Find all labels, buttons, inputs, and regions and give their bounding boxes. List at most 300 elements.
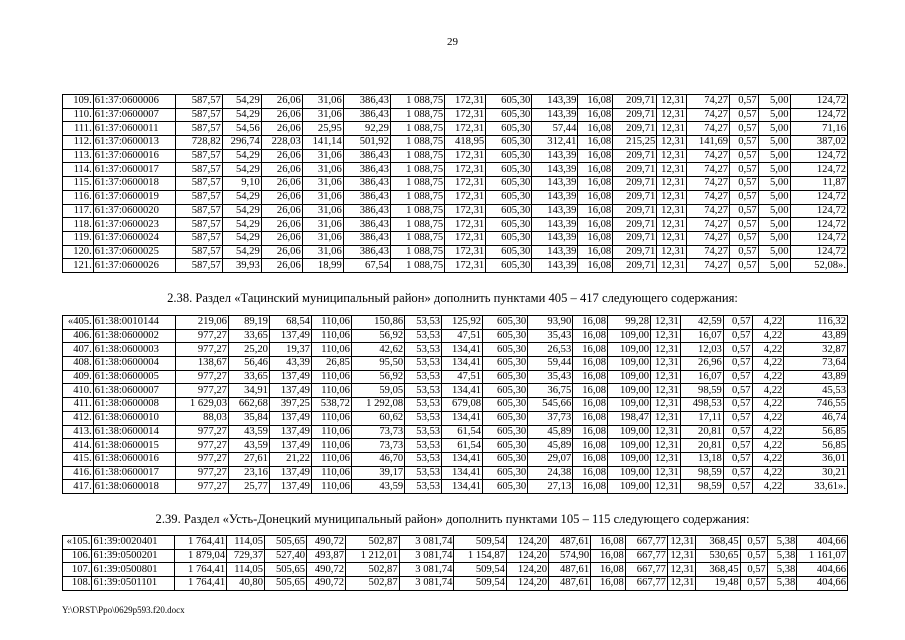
table-row — [63, 439, 848, 453]
value-cell: 124,72 — [790, 163, 848, 177]
cadastral-code-cell: 61:37:0600024 — [93, 231, 175, 245]
value-cell: 502,87 — [346, 536, 400, 550]
value-cell: 137,49 — [269, 466, 311, 480]
value-cell: 605,30 — [486, 177, 532, 191]
value-cell: 16,08 — [573, 343, 608, 357]
value-cell: 12,31 — [657, 177, 687, 191]
value-cell: 296,74 — [222, 136, 261, 150]
value-cell: 124,20 — [506, 563, 548, 577]
value-cell: 0,57 — [740, 563, 767, 577]
value-cell: 386,43 — [343, 231, 390, 245]
value-cell: 137,49 — [269, 329, 311, 343]
value-cell: 12,31 — [657, 218, 687, 232]
value-cell: 54,29 — [222, 204, 261, 218]
value-cell: 98,59 — [680, 480, 723, 494]
value-cell: 16,08 — [591, 549, 626, 563]
value-cell: 587,57 — [175, 245, 222, 259]
value-cell: 404,66 — [797, 563, 848, 577]
value-cell: 27,61 — [228, 452, 269, 466]
value-cell: 19,48 — [696, 577, 740, 591]
value-cell: 1 088,75 — [390, 218, 444, 232]
value-cell: 5,00 — [758, 163, 790, 177]
row-number-cell: 415. — [63, 452, 94, 466]
table-row — [63, 425, 848, 439]
value-cell: 5,00 — [758, 95, 790, 109]
value-cell: 5,00 — [758, 136, 790, 150]
value-cell: 134,41 — [442, 357, 483, 371]
value-cell: 114,05 — [227, 536, 265, 550]
value-cell: 98,59 — [680, 384, 723, 398]
row-number-cell: 113. — [63, 149, 94, 163]
value-cell: 56,85 — [784, 439, 848, 453]
value-cell: 0,57 — [723, 452, 752, 466]
value-cell: 59,44 — [528, 357, 573, 371]
value-cell: 16,08 — [578, 259, 613, 273]
value-cell: 0,57 — [723, 411, 752, 425]
value-cell: 605,30 — [483, 425, 528, 439]
section-2-39-heading: 2.39. Раздел «Усть-Донецкий муниципальный район» дополнить пунктами 105 – 115 следующего содержания: — [155, 512, 750, 526]
value-cell: 5,38 — [767, 577, 796, 591]
value-cell: 977,27 — [175, 343, 228, 357]
value-cell: 587,57 — [175, 122, 222, 136]
value-cell: 538,72 — [311, 398, 351, 412]
table-row — [63, 177, 848, 191]
value-cell: 605,30 — [486, 108, 532, 122]
value-cell: 43,89 — [784, 370, 848, 384]
value-cell: 53,53 — [405, 357, 442, 371]
value-cell: 0,57 — [730, 163, 759, 177]
value-cell: 1 088,75 — [390, 149, 444, 163]
value-cell: 667,77 — [625, 549, 667, 563]
row-number-cell: 121. — [63, 259, 94, 273]
value-cell: 605,30 — [483, 329, 528, 343]
value-cell: 124,20 — [506, 577, 548, 591]
value-cell: 54,29 — [222, 163, 261, 177]
row-number-cell: 108. — [63, 577, 92, 591]
value-cell: 31,06 — [302, 231, 343, 245]
value-cell: 0,57 — [723, 370, 752, 384]
value-cell: 54,29 — [222, 218, 261, 232]
row-number-cell: 106. — [63, 549, 92, 563]
value-cell: 60,62 — [351, 411, 404, 425]
value-cell: 0,57 — [730, 149, 759, 163]
row-number-cell: 411. — [63, 398, 94, 412]
cadastral-code-cell: 61:38:0600003 — [93, 343, 175, 357]
value-cell: 16,08 — [573, 425, 608, 439]
value-cell: 1 088,75 — [390, 163, 444, 177]
value-cell: 5,00 — [758, 231, 790, 245]
cadastral-code-cell: 61:38:0600007 — [93, 384, 175, 398]
value-cell: 53,53 — [405, 452, 442, 466]
value-cell: 110,06 — [311, 480, 351, 494]
value-cell: 31,06 — [302, 108, 343, 122]
value-cell: 4,22 — [752, 343, 784, 357]
value-cell: 0,57 — [730, 95, 759, 109]
value-cell: 125,92 — [442, 316, 483, 330]
value-cell: 605,30 — [483, 357, 528, 371]
value-cell: 0,57 — [723, 357, 752, 371]
value-cell: 26,06 — [261, 122, 302, 136]
value-cell: 110,06 — [311, 411, 351, 425]
value-cell: 54,29 — [222, 149, 261, 163]
value-cell: 116,32 — [784, 316, 848, 330]
value-cell: 31,06 — [302, 149, 343, 163]
value-cell: 31,06 — [302, 163, 343, 177]
value-cell: 42,59 — [680, 316, 723, 330]
value-cell: 57,44 — [532, 122, 578, 136]
value-cell: 12,31 — [651, 452, 681, 466]
value-cell: 12,31 — [651, 316, 681, 330]
value-cell: 109,00 — [608, 384, 651, 398]
value-cell: 53,53 — [405, 425, 442, 439]
table-row — [63, 370, 848, 384]
value-cell: 746,55 — [784, 398, 848, 412]
cadastral-code-cell: 61:37:0600020 — [93, 204, 175, 218]
value-cell: 490,72 — [307, 563, 346, 577]
value-cell: 73,73 — [351, 439, 404, 453]
value-cell: 137,49 — [269, 384, 311, 398]
value-cell: 1 764,41 — [174, 577, 227, 591]
value-cell: 54,29 — [222, 245, 261, 259]
value-cell: 35,43 — [528, 370, 573, 384]
value-cell: 74,27 — [687, 149, 730, 163]
table-row — [63, 384, 848, 398]
value-cell: 505,65 — [265, 577, 307, 591]
value-cell: 172,31 — [445, 122, 486, 136]
value-cell: 110,06 — [311, 384, 351, 398]
value-cell: 143,39 — [532, 190, 578, 204]
value-cell: 134,41 — [442, 452, 483, 466]
value-cell: 493,87 — [307, 549, 346, 563]
value-cell: 124,72 — [790, 218, 848, 232]
value-cell: 124,72 — [790, 95, 848, 109]
value-cell: 53,53 — [405, 316, 442, 330]
row-number-cell: 412. — [63, 411, 94, 425]
cadastral-code-cell: 61:38:0600010 — [93, 411, 175, 425]
value-cell: 109,00 — [608, 452, 651, 466]
value-cell: 74,27 — [687, 108, 730, 122]
value-cell: 143,39 — [532, 108, 578, 122]
value-cell: 143,39 — [532, 177, 578, 191]
value-cell: 4,22 — [752, 425, 784, 439]
value-cell: 605,30 — [483, 398, 528, 412]
value-cell: 37,73 — [528, 411, 573, 425]
value-cell: 490,72 — [307, 577, 346, 591]
value-cell: 143,39 — [532, 163, 578, 177]
value-cell: 12,31 — [657, 149, 687, 163]
value-cell: 16,08 — [573, 439, 608, 453]
value-cell: 172,31 — [445, 204, 486, 218]
value-cell: 98,59 — [680, 466, 723, 480]
value-cell: 1 212,01 — [346, 549, 400, 563]
value-cell: 0,57 — [730, 177, 759, 191]
value-cell: 47,51 — [442, 370, 483, 384]
value-cell: 605,30 — [483, 316, 528, 330]
value-cell: 215,25 — [613, 136, 657, 150]
value-cell: 12,03 — [680, 343, 723, 357]
value-cell: 667,77 — [625, 536, 667, 550]
value-cell: 0,57 — [723, 480, 752, 494]
cadastral-code-cell: 61:38:0600017 — [93, 466, 175, 480]
cadastral-code-cell: 61:37:0600019 — [93, 190, 175, 204]
value-cell: 110,06 — [311, 343, 351, 357]
value-cell: 1 088,75 — [390, 95, 444, 109]
value-cell: 74,27 — [687, 259, 730, 273]
value-cell: 20,81 — [680, 439, 723, 453]
value-cell: 109,00 — [608, 343, 651, 357]
value-cell: 198,47 — [608, 411, 651, 425]
value-cell: 35,84 — [228, 411, 269, 425]
value-cell: 605,30 — [486, 95, 532, 109]
value-cell: 109,00 — [608, 480, 651, 494]
value-cell: 498,53 — [680, 398, 723, 412]
value-cell: 977,27 — [175, 439, 228, 453]
row-number-cell: 119. — [63, 231, 94, 245]
value-cell: 728,82 — [175, 136, 222, 150]
value-cell: 386,43 — [343, 204, 390, 218]
value-cell: 16,08 — [578, 190, 613, 204]
table-row — [63, 163, 848, 177]
value-cell: 16,08 — [573, 329, 608, 343]
value-cell: 110,06 — [311, 466, 351, 480]
cadastral-code-cell: 61:38:0600016 — [93, 452, 175, 466]
value-cell: 1 764,41 — [174, 563, 227, 577]
value-cell: 31,06 — [302, 95, 343, 109]
value-cell: 25,20 — [228, 343, 269, 357]
value-cell: 368,45 — [696, 536, 740, 550]
value-cell: 0,57 — [723, 316, 752, 330]
row-number-cell: 410. — [63, 384, 94, 398]
row-number-cell: 111. — [63, 122, 94, 136]
value-cell: 1 161,07 — [797, 549, 848, 563]
value-cell: 34,91 — [228, 384, 269, 398]
value-cell: 1 088,75 — [390, 108, 444, 122]
value-cell: 26,06 — [261, 245, 302, 259]
value-cell: 124,72 — [790, 245, 848, 259]
value-cell: 33,61». — [784, 480, 848, 494]
value-cell: 143,39 — [532, 204, 578, 218]
value-cell: 31,06 — [302, 245, 343, 259]
value-cell: 39,93 — [222, 259, 261, 273]
value-cell: 137,49 — [269, 411, 311, 425]
table-row — [63, 316, 848, 330]
value-cell: 52,08». — [790, 259, 848, 273]
cadastral-code-cell: 61:37:0600018 — [93, 177, 175, 191]
value-cell: 39,17 — [351, 466, 404, 480]
value-cell: 26,06 — [261, 149, 302, 163]
value-cell: 1 088,75 — [390, 259, 444, 273]
value-cell: 16,08 — [573, 398, 608, 412]
value-cell: 0,57 — [730, 245, 759, 259]
row-number-cell: 416. — [63, 466, 94, 480]
value-cell: 54,29 — [222, 108, 261, 122]
value-cell: 0,57 — [730, 259, 759, 273]
value-cell: 17,11 — [680, 411, 723, 425]
value-cell: 530,65 — [696, 549, 740, 563]
value-cell: 5,00 — [758, 190, 790, 204]
table-row — [63, 149, 848, 163]
value-cell: 74,27 — [687, 122, 730, 136]
value-cell: 109,00 — [608, 357, 651, 371]
value-cell: 0,57 — [730, 218, 759, 232]
value-cell: 23,16 — [228, 466, 269, 480]
value-cell: 54,29 — [222, 231, 261, 245]
footer-file-path: Y:\ORST\Ppo\0629p593.f20.docx — [62, 605, 185, 615]
table-row — [63, 204, 848, 218]
value-cell: 124,72 — [790, 190, 848, 204]
value-cell: 0,57 — [723, 384, 752, 398]
value-cell: 0,57 — [723, 466, 752, 480]
value-cell: 605,30 — [486, 149, 532, 163]
value-cell: 16,08 — [578, 95, 613, 109]
value-cell: 134,41 — [442, 480, 483, 494]
value-cell: 143,39 — [532, 231, 578, 245]
value-cell: 605,30 — [486, 204, 532, 218]
value-cell: 386,43 — [343, 245, 390, 259]
value-cell: 209,71 — [613, 245, 657, 259]
value-cell: 12,31 — [651, 398, 681, 412]
cadastral-code-cell: 61:38:0600014 — [93, 425, 175, 439]
value-cell: 18,99 — [302, 259, 343, 273]
value-cell: 667,77 — [625, 577, 667, 591]
value-cell: 53,53 — [405, 398, 442, 412]
value-cell: 12,31 — [657, 122, 687, 136]
value-cell: 19,37 — [269, 343, 311, 357]
value-cell: 16,08 — [578, 204, 613, 218]
value-cell: 4,22 — [752, 439, 784, 453]
row-number-cell: 407. — [63, 343, 94, 357]
value-cell: 662,68 — [228, 398, 269, 412]
value-cell: 0,57 — [730, 190, 759, 204]
cadastral-code-cell: 61:37:0600017 — [93, 163, 175, 177]
value-cell: 605,30 — [483, 343, 528, 357]
value-cell: 12,31 — [667, 563, 695, 577]
value-cell: 605,30 — [483, 370, 528, 384]
value-cell: 12,31 — [667, 577, 695, 591]
value-cell: 16,08 — [573, 411, 608, 425]
value-cell: 5,38 — [767, 536, 796, 550]
value-cell: 12,31 — [657, 231, 687, 245]
table-row — [63, 536, 848, 550]
row-number-cell: 118. — [63, 218, 94, 232]
value-cell: 124,20 — [506, 549, 548, 563]
value-cell: 209,71 — [613, 218, 657, 232]
value-cell: 16,08 — [573, 370, 608, 384]
value-cell: 487,61 — [549, 577, 591, 591]
value-cell: 172,31 — [445, 95, 486, 109]
value-cell: 12,31 — [657, 95, 687, 109]
value-cell: 12,31 — [657, 163, 687, 177]
value-cell: 729,37 — [227, 549, 265, 563]
value-cell: 68,54 — [269, 316, 311, 330]
value-cell: 587,57 — [175, 218, 222, 232]
row-number-cell: 414. — [63, 439, 94, 453]
value-cell: 505,65 — [265, 536, 307, 550]
cadastral-code-cell: 61:38:0600015 — [93, 439, 175, 453]
value-cell: 59,05 — [351, 384, 404, 398]
value-cell: 56,92 — [351, 329, 404, 343]
table-row — [63, 480, 848, 494]
value-cell: 26,06 — [261, 204, 302, 218]
value-cell: 16,08 — [578, 231, 613, 245]
value-cell: 33,65 — [228, 370, 269, 384]
value-cell: 1 088,75 — [390, 136, 444, 150]
value-cell: 16,08 — [578, 149, 613, 163]
cadastral-code-cell: 61:38:0600005 — [93, 370, 175, 384]
value-cell: 4,22 — [752, 398, 784, 412]
table-row — [63, 122, 848, 136]
value-cell: 0,57 — [723, 329, 752, 343]
value-cell: 53,53 — [405, 343, 442, 357]
value-cell: 53,53 — [405, 439, 442, 453]
value-cell: 109,00 — [608, 439, 651, 453]
value-cell: 404,66 — [797, 577, 848, 591]
value-cell: 3 081,74 — [399, 536, 454, 550]
value-cell: 605,30 — [486, 190, 532, 204]
row-number-cell: 408. — [63, 357, 94, 371]
value-cell: 12,31 — [651, 425, 681, 439]
value-cell: 16,08 — [578, 163, 613, 177]
value-cell: 4,22 — [752, 370, 784, 384]
value-cell: 12,31 — [651, 480, 681, 494]
value-cell: 109,00 — [608, 398, 651, 412]
table-row — [63, 411, 848, 425]
value-cell: 12,31 — [651, 329, 681, 343]
value-cell: 12,31 — [667, 549, 695, 563]
row-number-cell: 112. — [63, 136, 94, 150]
table-row — [63, 466, 848, 480]
value-cell: 4,22 — [752, 411, 784, 425]
page-number: 29 — [447, 36, 458, 48]
value-cell: 74,27 — [687, 190, 730, 204]
value-cell: 137,49 — [269, 370, 311, 384]
value-cell: 605,30 — [486, 218, 532, 232]
value-cell: 16,08 — [591, 563, 626, 577]
value-cell: 124,72 — [790, 231, 848, 245]
value-cell: 16,08 — [573, 316, 608, 330]
value-cell: 386,43 — [343, 218, 390, 232]
value-cell: 16,08 — [573, 466, 608, 480]
cadastral-code-cell: 61:37:0600025 — [93, 245, 175, 259]
value-cell: 172,31 — [445, 245, 486, 259]
value-cell: 0,57 — [723, 343, 752, 357]
value-cell: 124,20 — [506, 536, 548, 550]
value-cell: 43,59 — [351, 480, 404, 494]
value-cell: 45,53 — [784, 384, 848, 398]
value-cell: 5,00 — [758, 204, 790, 218]
value-cell: 27,13 — [528, 480, 573, 494]
value-cell: 312,41 — [532, 136, 578, 150]
cadastral-code-cell: 61:37:0600013 — [93, 136, 175, 150]
value-cell: 45,89 — [528, 425, 573, 439]
value-cell: 605,30 — [486, 245, 532, 259]
value-cell: 977,27 — [175, 384, 228, 398]
value-cell: 172,31 — [445, 163, 486, 177]
value-cell: 527,40 — [265, 549, 307, 563]
value-cell: 605,30 — [483, 452, 528, 466]
value-cell: 95,50 — [351, 357, 404, 371]
row-number-cell: 110. — [63, 108, 94, 122]
value-cell: 209,71 — [613, 163, 657, 177]
value-cell: 487,61 — [549, 563, 591, 577]
value-cell: 1 088,75 — [390, 190, 444, 204]
value-cell: 404,66 — [797, 536, 848, 550]
value-cell: 54,29 — [222, 190, 261, 204]
row-number-cell: 409. — [63, 370, 94, 384]
value-cell: 387,02 — [790, 136, 848, 150]
row-number-cell: 120. — [63, 245, 94, 259]
value-cell: 110,06 — [311, 370, 351, 384]
